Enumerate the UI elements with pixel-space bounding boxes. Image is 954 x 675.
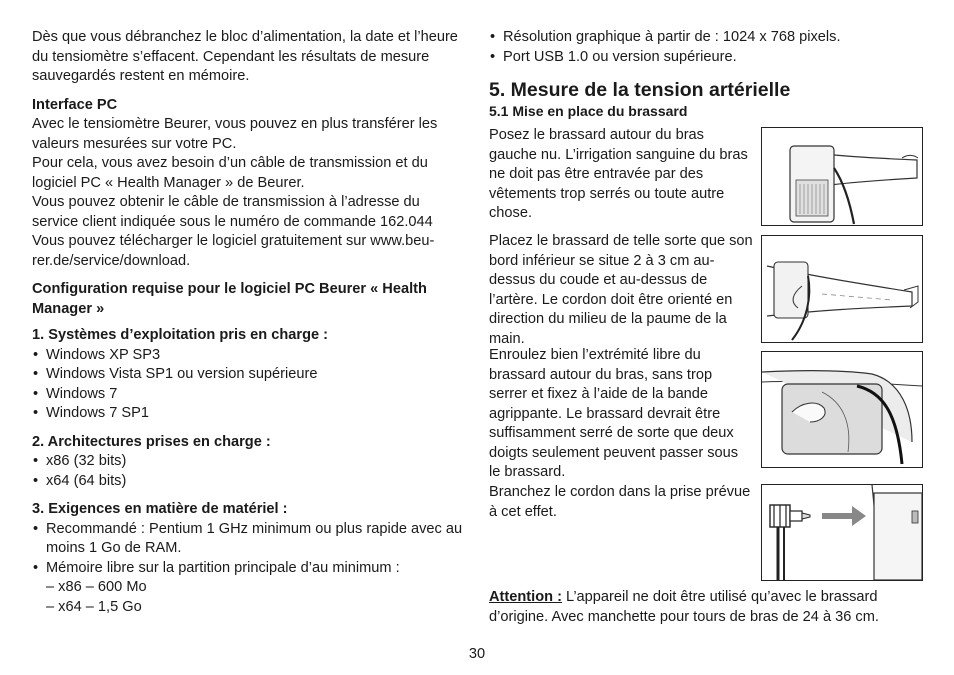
- pc-paragraph-4: Vous pouvez télécharger le logiciel gratuitement sur www.beu-rer.de/service/download.: [32, 233, 435, 269]
- pc-paragraph-3: Vous pouvez obtenir le câble de transmission à l’adresse du service client indiquée sous le numéro de commande 162.044: [32, 194, 433, 230]
- right-column-top: [489, 28, 925, 67]
- memory-x86: – x86 – 600 Mo: [46, 579, 147, 595]
- list-item: • Windows Vista SP1 ou version supérieure: [32, 365, 468, 385]
- subsection-title: 5.1 Mise en place du brassard: [489, 103, 688, 119]
- step-3-text: Enroulez bien l’extrémité libre du brassard autour du bras, sans trop serrer et fixez à l’aide de la bande agrippante. Le brassard devrait être suffisamment serré de sorte que deux doigts seulement peuvent passer sous le brassard.: [489, 347, 739, 480]
- section-header: [489, 78, 929, 121]
- arch-list: [32, 452, 468, 491]
- attention-note: [489, 588, 929, 627]
- pc-paragraph-1: Avec le tensiomètre Beurer, vous pouvez en plus transférer les valeurs mesurées sur votre PC.: [32, 116, 438, 152]
- figure-fasten-cuff: [761, 351, 923, 468]
- requirements-list: [489, 28, 925, 67]
- list-item: • Recommandé : Pentium 1 GHz minimum ou plus rapide avec au moins 1 Go de RAM.: [32, 520, 468, 559]
- figure-cuff-position: [761, 235, 923, 343]
- section-title: 5. Mesure de la tension artérielle: [489, 79, 791, 101]
- cuff-position-illustration: [762, 236, 922, 342]
- page-number: 30: [468, 646, 486, 662]
- list-item: • x86 (32 bits): [32, 452, 468, 472]
- plug-connector-illustration: [762, 485, 922, 580]
- step-2-text: Placez le brassard de telle sorte que son bord inférieur se situe 2 à 3 cm au-dessus du coude et au-dessus de l’artère. Le cordon doit être orienté en direction du milieu de la paume de la main.: [489, 233, 753, 347]
- list-item: • x64 (64 bits): [32, 472, 468, 492]
- step-4-text: Branchez le cordon dans la prise prévue à cet effet.: [489, 484, 751, 520]
- list-item: • Windows 7 SP1: [32, 404, 468, 424]
- attention-text: L’appareil ne doit être utilisé qu’avec le brassard d’origine. Avec manchette pour tours de bras de 24 à 36 cm.: [489, 589, 879, 625]
- step-1-text: Posez le brassard autour du bras gauche nu. L’irrigation sanguine du bras ne doit pas être entravée par des vêtements trop serrés ou toute autre chose.: [489, 127, 748, 221]
- list-item: • Port USB 1.0 ou version supérieure.: [489, 48, 925, 68]
- left-column: [32, 28, 468, 617]
- hardware-heading: 3. Exigences en matière de matériel :: [32, 501, 288, 517]
- list-item: • Mémoire libre sur la partition principale d’au minimum :: [32, 559, 468, 579]
- os-list: [32, 346, 468, 424]
- figure-plug-connector: [761, 484, 923, 581]
- list-item: • Résolution graphique à partir de : 1024 x 768 pixels.: [489, 28, 925, 48]
- arch-heading: 2. Architectures prises en charge :: [32, 433, 271, 450]
- intro-paragraph: Dès que vous débranchez le bloc d’alimentation, la date et l’heure du tensiomètre s’effacent. Cependant les résultats de mesure sauvegardés restent en mémoire.: [32, 29, 458, 84]
- memory-x64: – x64 – 1,5 Go: [46, 598, 142, 615]
- fasten-cuff-illustration: [762, 352, 922, 467]
- attention-label: Attention :: [489, 589, 562, 605]
- hardware-list: [32, 520, 468, 579]
- config-heading: Configuration requise pour le logiciel PC Beurer « Health Manager »: [32, 281, 427, 317]
- pc-interface-heading: Interface PC: [32, 96, 118, 113]
- list-item: • Windows 7: [32, 385, 468, 405]
- pc-paragraph-2: Pour cela, vous avez besoin d’un câble de transmission et du logiciel PC « Health Manager » de Beurer.: [32, 155, 428, 191]
- os-heading: 1. Systèmes d’exploitation pris en charge :: [32, 327, 329, 343]
- cuff-on-arm-illustration: [762, 128, 922, 225]
- list-item: • Windows XP SP3: [32, 346, 468, 366]
- figure-cuff-on-arm: [761, 127, 923, 226]
